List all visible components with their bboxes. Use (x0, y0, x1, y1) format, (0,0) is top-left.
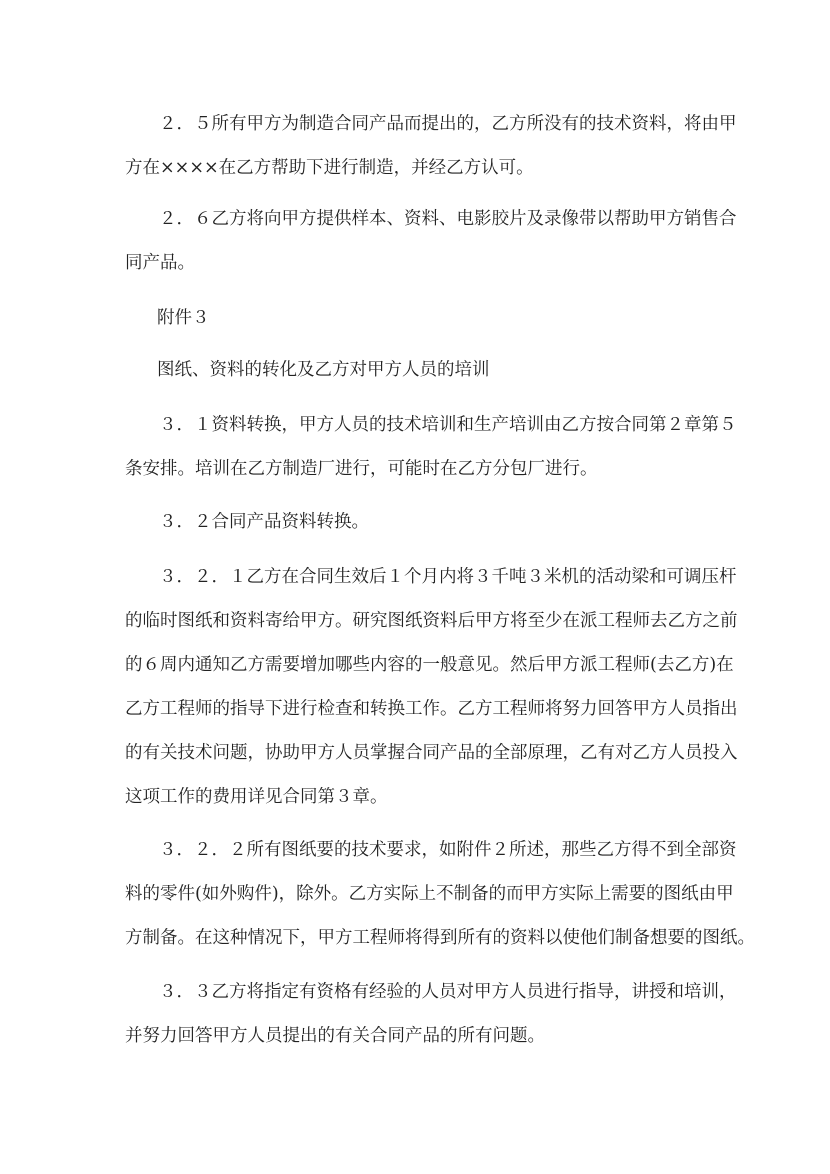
text-line: 图纸、资料的转化及乙方对甲方人员的培训 (157, 360, 490, 380)
text-line: 附件３ (157, 308, 210, 328)
text-line: ２．６乙方将向甲方提供样本、资料、电影胶片及录像带以帮助甲方销售合 (159, 209, 737, 229)
appendix-subtitle (125, 348, 713, 392)
text-line: 这项工作的费用详见合同第３章。 (125, 787, 388, 807)
text-line: 并努力回答甲方人员提出的有关合同产品的所有问题。 (125, 1026, 545, 1046)
paragraph-3-2-2 (125, 828, 755, 960)
text-line: ２．５所有甲方为制造合同产品而提出的，乙方所没有的技术资料，将由甲 (159, 114, 737, 134)
text-line: ３．２．１乙方在合同生效后１个月内将３千吨３米机的活动梁和可调压杆 (159, 567, 737, 587)
text-line: 同产品。 (125, 253, 195, 273)
paragraph-2-5 (125, 102, 737, 190)
paragraph-3-2-1 (125, 555, 738, 819)
text-line: ３．３乙方将指定有资格有经验的人员对甲方人员进行指导，讲授和培训， (159, 982, 737, 1002)
text-line: ３．１资料转换，甲方人员的技术培训和生产培训由乙方按合同第２章第５ (159, 415, 737, 435)
appendix-heading (125, 296, 713, 340)
text-line: 条安排。培训在乙方制造厂进行，可能时在乙方分包厂进行。 (125, 459, 598, 479)
text-line: 方制备。在这种情况下，甲方工程师将得到所有的资料以使他们制备想要的图纸。 (125, 928, 755, 948)
paragraph-3-1 (125, 403, 737, 491)
text-line: 的临时图纸和资料寄给甲方。研究图纸资料后甲方将至少在派工程师去乙方之前 (125, 611, 738, 631)
text-line: 乙方工程师的指导下进行检查和转换工作。乙方工程师将努力回答甲方人员指出 (125, 699, 738, 719)
paragraph-3-2 (125, 500, 713, 544)
paragraph-2-6 (125, 197, 737, 285)
text-line: 的有关技术问题，协助甲方人员掌握合同产品的全部原理，乙有对乙方人员投入 (125, 743, 738, 763)
text-line: 的６周内通知乙方需要增加哪些内容的一般意见。然后甲方派工程师(去乙方)在 (125, 655, 734, 675)
paragraph-3-3 (125, 970, 737, 1058)
text-line: ３．２．２所有图纸要的技术要求，如附件２所述，那些乙方得不到全部资 (159, 840, 737, 860)
text-line: 方在××××在乙方帮助下进行制造，并经乙方认可。 (125, 158, 534, 178)
text-line: ３．２合同产品资料转换。 (159, 512, 369, 532)
text-line: 料的零件(如外购件)，除外。乙方实际上不制备的而甲方实际上需要的图纸由甲 (125, 884, 734, 904)
